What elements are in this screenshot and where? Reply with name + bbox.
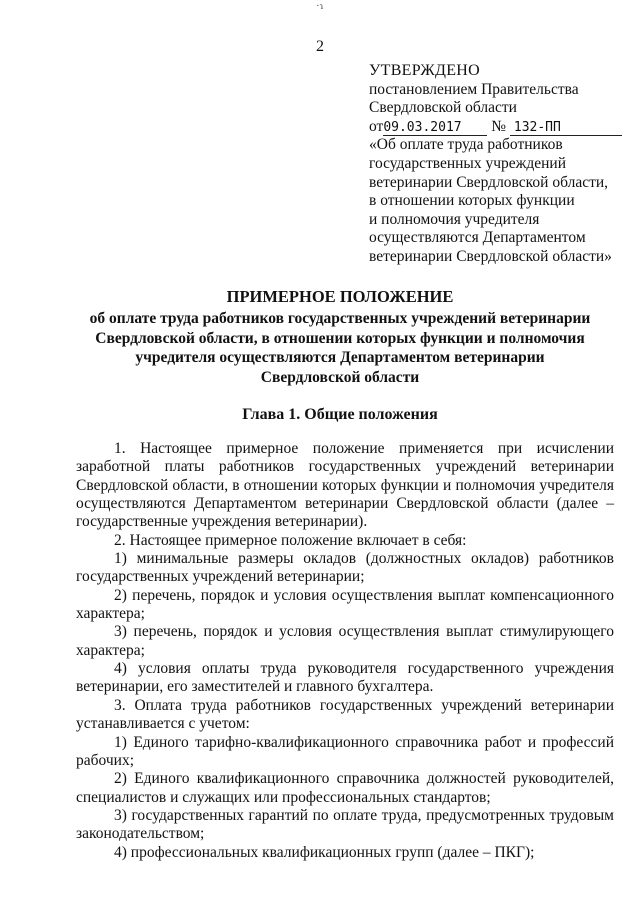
resolution-title-line: государственных учреждений bbox=[369, 154, 566, 172]
approval-line-2: Свердловской области bbox=[369, 99, 517, 117]
paragraph: 1. Настоящее примерное положение применяется при исчислении заработной платы работников государственных учреждений ветеринарии Свердловской области, в отношении которых функции и полномочия учредителя осуществляются Департаментом ветеринарии Свердловской области (далее – государственные учреждения ветеринарии). bbox=[76, 440, 614, 531]
approval-stamp bbox=[369, 62, 631, 267]
document-subtitle-line: Свердловской области bbox=[260, 368, 420, 386]
chapter-heading: Глава 1. Общие положения bbox=[242, 406, 438, 423]
resolution-title-line: в отношении которых функции bbox=[369, 192, 575, 210]
document-title-block bbox=[60, 287, 620, 387]
list-item: 4) профессиональных квалификационных групп (далее – ПКГ); bbox=[114, 843, 535, 861]
approved-label: УТВЕРЖДЕНО bbox=[369, 62, 481, 79]
list-item: 2) перечень, порядок и условия осуществления выплат компенсационного характера; bbox=[76, 586, 614, 623]
resolution-title-line: ветеринарии Свердловской области, bbox=[369, 173, 609, 191]
document-subtitle-line: об оплате труда работников государственных учреждений ветеринарии bbox=[89, 310, 591, 327]
resolution-title-line: ветеринарии Свердловской области» bbox=[369, 247, 612, 265]
paragraph: 3. Оплата труда работников государственных учреждений ветеринарии устанавливается с учетом: bbox=[76, 696, 614, 733]
approval-date: 09.03.2017 bbox=[383, 120, 487, 136]
page-number: 2 bbox=[316, 38, 324, 55]
from-label: от bbox=[369, 117, 384, 135]
list-item: 4) условия оплаты труда руководителя государственного учреждения ветеринарии, его заместителей и главного бухгалтера. bbox=[76, 660, 614, 696]
approval-number: 132-ПП bbox=[510, 120, 622, 136]
document-subtitle-line: учредителя осуществляются Департаментом ветеринарии bbox=[135, 349, 545, 366]
resolution-title-line: «Об оплате труда работников bbox=[369, 136, 563, 154]
list-item: 3) государственных гарантий по оплате труда, предусмотренных трудовым законодательством; bbox=[76, 806, 614, 843]
document-body bbox=[76, 440, 614, 862]
approval-date-number bbox=[369, 118, 631, 137]
resolution-title-line: и полномочия учредителя bbox=[369, 210, 540, 228]
number-label: № bbox=[491, 117, 506, 135]
approval-line-1: постановлением Правительства bbox=[369, 80, 579, 98]
document-title: ПРИМЕРНОЕ ПОЛОЖЕНИЕ bbox=[226, 287, 454, 306]
list-item: 3) перечень, порядок и условия осуществления выплат стимулирующего характера; bbox=[76, 623, 614, 659]
paragraph: 2. Настоящее примерное положение включает в себя: bbox=[114, 531, 467, 549]
document-subtitle-line: Свердловской области, в отношении которых функции и полномочия bbox=[95, 329, 585, 347]
list-item: 2) Единого квалификационного справочника должностей руководителей, специалистов и служащих или профессиональных стандартов; bbox=[76, 770, 614, 806]
list-item: 1) Единого тарифно-квалификационного справочника работ и профессий рабочих; bbox=[76, 733, 614, 769]
scan-mark: ·ɿ bbox=[316, 0, 324, 12]
resolution-title-line: осуществляются Департаментом bbox=[369, 229, 586, 247]
list-item: 1) минимальные размеры окладов (должностных окладов) работников государственных учреждений ветеринарии; bbox=[76, 550, 614, 586]
